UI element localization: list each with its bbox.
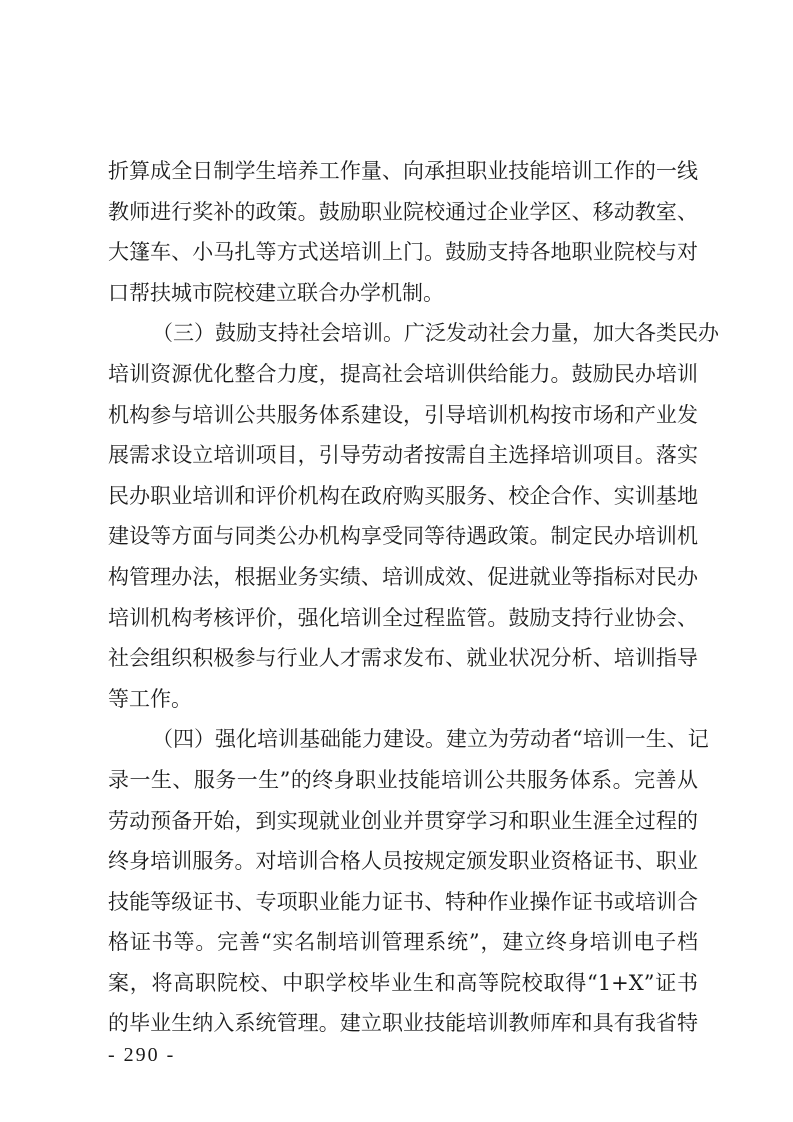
text-line: 培训资源优化整合力度，提高社会培训供给能力。鼓励民办培训 [108,361,698,386]
text-line: 格证书等。完善“实名制培训管理系统”，建立终身培训电子档 [108,930,698,955]
document-body [108,151,719,1044]
text-line: 劳动预备开始，到实现就业创业并贯穿学习和职业生涯全过程的 [108,808,698,833]
text-span: 广泛发动社会力量，加大各类民办 [404,321,719,346]
paragraph [108,719,709,1044]
text-line: 等工作。 [108,686,192,711]
text-line: 展需求设立培训项目，引导劳动者按需自主选择培训项目。落实 [108,443,698,468]
text-line: 案，将高职院校、中职学校毕业生和高等院校取得“1+X”证书 [108,970,698,995]
section-heading: （三）鼓励支持社会培训。 [152,321,404,346]
text-line: 教师进行奖补的政策。鼓励职业院校通过企业学区、移动教室、 [108,199,698,224]
text-line: 社会组织积极参与行业人才需求发布、就业状况分析、培训指导 [108,646,698,671]
page-number: - 290 - [108,1044,176,1066]
text-line: 折算成全日制学生培养工作量、向承担职业技能培训工作的一线 [108,159,698,183]
text-line: 终身培训服务。对培训合格人员按规定颁发职业资格证书、职业 [108,849,698,874]
text-line: 构管理办法，根据业务实绩、培训成效、促进就业等指标对民办 [108,564,698,589]
text-line: 培训机构考核评价，强化培训全过程监管。鼓励支持行业协会、 [108,605,698,630]
text-line: 的毕业生纳入系统管理。建立职业技能培训教师库和具有我省特 [108,1011,698,1036]
section-heading: （四）强化培训基础能力建设。 [152,727,446,752]
text-line: 建设等方面与同类公办机构享受同等待遇政策。制定民办培训机 [108,524,698,549]
paragraph [108,151,698,313]
text-line: 大篷车、小马扎等方式送培训上门。鼓励支持各地职业院校与对 [108,240,698,265]
text-line: 录一生、服务一生”的终身职业技能培训公共服务体系。完善从 [108,767,698,792]
text-line: 口帮扶城市院校建立联合办学机制。 [108,280,444,305]
text-span: 建立为劳动者“培训一生、记 [446,727,709,752]
text-line: 技能等级证书、专项职业能力证书、特种作业操作证书或培训合 [108,889,698,914]
text-line: 民办职业培训和评价机构在政府购买服务、校企合作、实训基地 [108,483,698,508]
text-line [108,719,709,760]
text-line [108,313,719,354]
text-line: 机构参与培训公共服务体系建设，引导培训机构按市场和产业发 [108,402,698,427]
paragraph [108,313,719,719]
